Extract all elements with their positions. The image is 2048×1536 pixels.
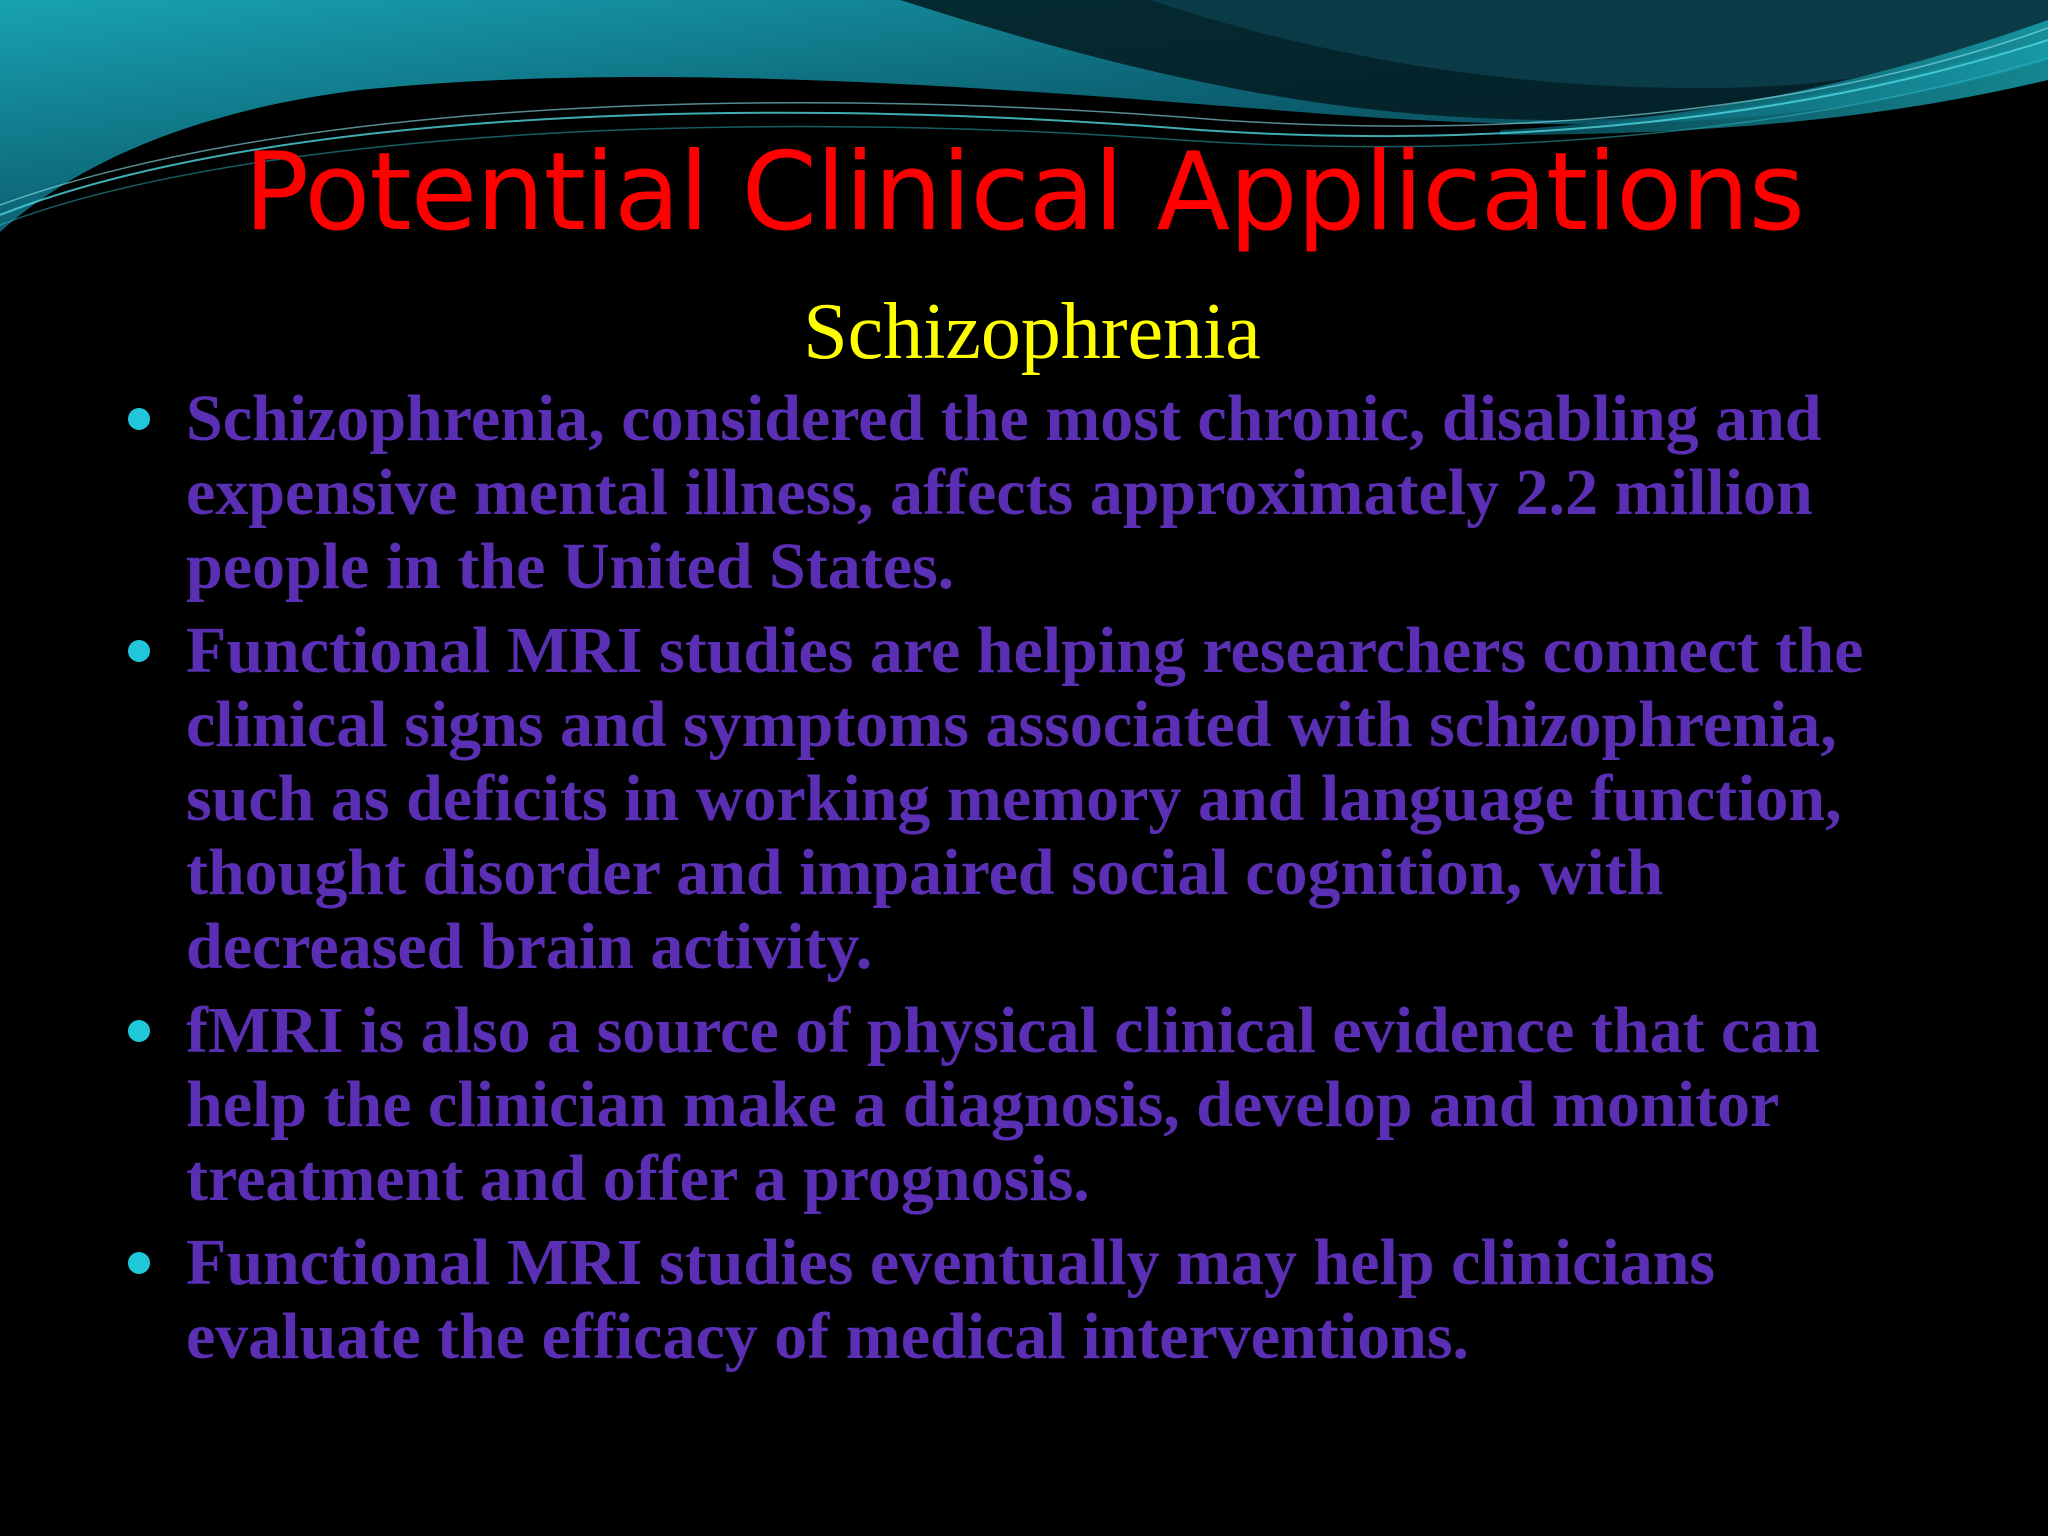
bullet-list — [124, 382, 1954, 1384]
bullet-dot-icon — [128, 1020, 150, 1042]
bullet-dot-icon — [128, 408, 150, 430]
bullet-text: Schizophrenia, considered the most chronic, disabling and expensive mental illness, affects approximately 2.2 million people in the United States. — [186, 382, 1822, 603]
bullet-text: Functional MRI studies are helping researchers connect the clinical signs and symptoms associated with schizophrenia, such as deficits in working memory and language function, thought disorder and impaired social cognition, with decreased brain activity. — [186, 614, 1864, 983]
bullet-item — [124, 382, 1954, 604]
bullet-text: fMRI is also a source of physical clinical evidence that can help the clinician make a diagnosis, develop and monitor treatment and offer a prognosis. — [186, 994, 1821, 1215]
bullet-item — [124, 614, 1954, 984]
slide-title: Potential Clinical Applications — [244, 130, 1804, 255]
bullet-item — [124, 994, 1954, 1216]
slide-subtitle: Schizophrenia — [803, 288, 1261, 376]
bullet-text: Functional MRI studies eventually may help clinicians evaluate the efficacy of medical interventions. — [186, 1226, 1716, 1373]
bullet-item — [124, 1226, 1954, 1374]
bullet-dot-icon — [128, 640, 150, 662]
bullet-dot-icon — [128, 1252, 150, 1274]
